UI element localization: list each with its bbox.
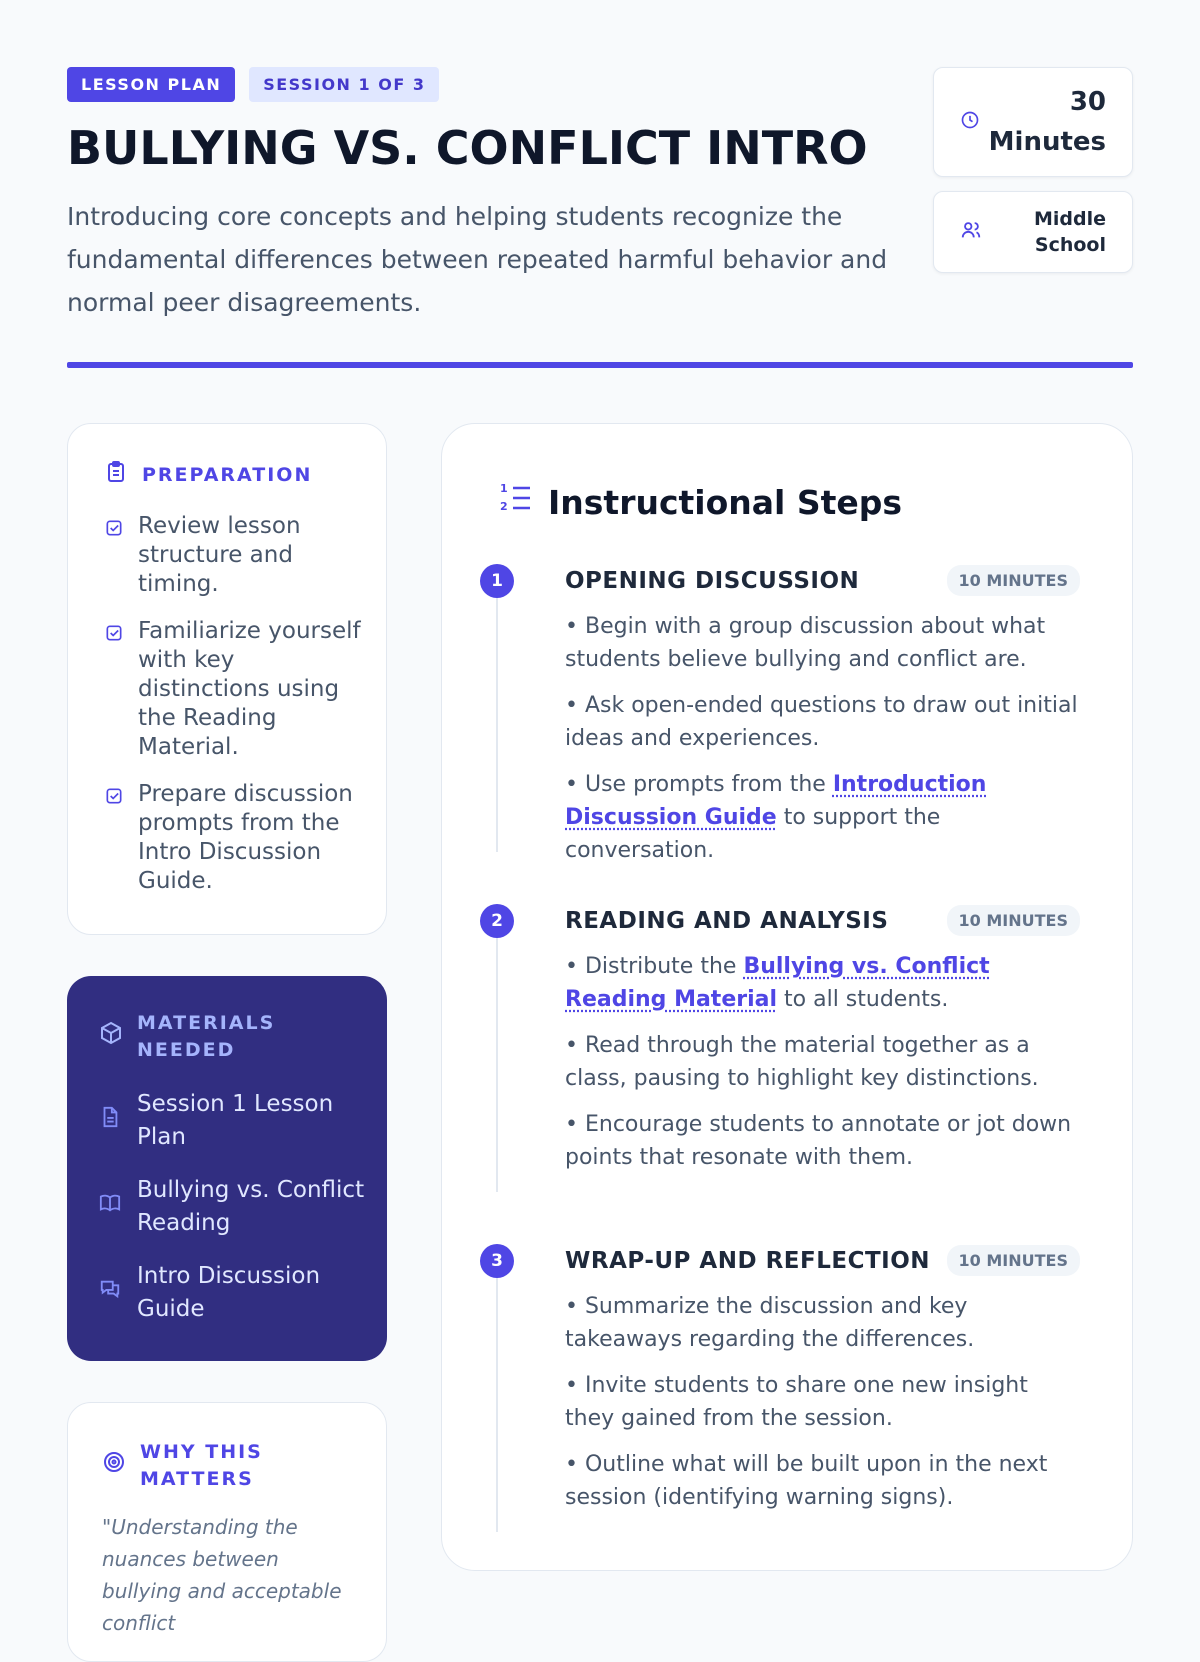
- numbered-list-icon: [498, 480, 534, 524]
- list-item: • Outline what will be built upon in the next session (identifying warning signs).: [565, 1452, 1048, 1510]
- svg-text:2: 2: [500, 500, 508, 513]
- step-reading-and-analysis: [480, 904, 1080, 1194]
- list-item: [104, 617, 364, 762]
- preparation-item-text: Prepare discussion prompts from the Intro Discussion Guide.: [138, 781, 353, 894]
- bullet-text: to support the conversation.: [565, 805, 941, 863]
- grade-level-value: [982, 206, 1106, 258]
- grade-level-card: [933, 191, 1133, 273]
- materials-heading-label: [137, 1010, 275, 1064]
- svg-text:1: 1: [500, 482, 508, 495]
- step-header: [565, 1245, 1080, 1276]
- preparation-heading: [104, 460, 312, 489]
- bullet-text: to all students.: [777, 987, 949, 1012]
- instructional-steps-card: [441, 423, 1133, 1571]
- materials-heading-line1: MATERIALS: [137, 1012, 276, 1034]
- duration-unit: Minutes: [988, 127, 1106, 157]
- materials-heading-line2: NEEDED: [137, 1039, 236, 1061]
- list-item: • Encourage students to annotate or jot down points that resonate with them.: [565, 1112, 1072, 1170]
- material-item-label: Intro Discussion Guide: [137, 1263, 321, 1322]
- clipboard-icon: [104, 460, 128, 489]
- step-opening-discussion: [480, 564, 1080, 863]
- why-quote: "Understanding the nuances between bullying and acceptable conflict: [102, 1515, 342, 1635]
- preparation-item-text: Familiarize yourself with key distinctions using the Reading Material.: [138, 618, 361, 760]
- list-item: • Invite students to share one new insight they gained from the session.: [565, 1373, 1028, 1431]
- introduction-discussion-guide-link[interactable]: Introduction Discussion Guide: [565, 772, 987, 830]
- page-title: BULLYING VS. CONFLICT INTRO: [67, 121, 868, 175]
- book-icon: [99, 1191, 121, 1224]
- list-item: • Read through the material together as a class, pausing to highlight key distinctions.: [565, 1033, 1039, 1091]
- material-item-label: Bullying vs. Conflict Reading: [137, 1177, 365, 1236]
- step-duration-badge: 10 MINUTES: [947, 905, 1080, 936]
- list-item: [104, 512, 364, 599]
- step-header: [565, 905, 1080, 936]
- list-item: [104, 780, 364, 896]
- step-timeline-line: [496, 1276, 498, 1532]
- materials-heading: [99, 1010, 275, 1064]
- step-bullets: [565, 610, 1080, 880]
- materials-list: [99, 1088, 369, 1346]
- chat-icon: [99, 1277, 121, 1310]
- reading-material-link[interactable]: Bullying vs. Conflict Reading Material: [565, 954, 990, 1012]
- list-item: [565, 768, 1080, 867]
- step-header: [565, 565, 1080, 596]
- list-item: • Summarize the discussion and key takeaways regarding the differences.: [565, 1294, 975, 1352]
- lesson-plan-badge: LESSON PLAN: [67, 67, 235, 102]
- steps-title: Instructional Steps: [548, 482, 903, 522]
- step-number: 3: [480, 1244, 514, 1278]
- lesson-header: [67, 67, 1133, 317]
- material-item-label: Session 1 Lesson Plan: [137, 1091, 334, 1150]
- step-duration-badge: 10 MINUTES: [947, 1245, 1080, 1276]
- step-bullets: [565, 950, 1080, 1187]
- materials-card: [67, 976, 387, 1361]
- preparation-item-text: Review lesson structure and timing.: [138, 513, 301, 597]
- checkbox-icon: [104, 785, 124, 896]
- step-number: 2: [480, 904, 514, 938]
- why-heading-label: [140, 1439, 263, 1493]
- step-bullets: [565, 1290, 1080, 1527]
- step-name: READING AND ANALYSIS: [565, 907, 889, 934]
- duration-card: [933, 67, 1133, 177]
- steps-heading: [498, 480, 902, 524]
- document-icon: [99, 1105, 121, 1138]
- grade-level-line2: School: [1034, 234, 1106, 256]
- duration-number: 30: [1069, 87, 1106, 117]
- list-item: [99, 1174, 369, 1240]
- header-divider: [67, 362, 1133, 368]
- package-icon: [99, 1021, 123, 1053]
- preparation-heading-label: PREPARATION: [142, 463, 313, 486]
- duration-value: [980, 82, 1106, 162]
- list-item: [565, 950, 1080, 1016]
- clock-icon: [960, 110, 980, 135]
- step-duration-badge: 10 MINUTES: [947, 565, 1080, 596]
- list-item: [99, 1260, 369, 1326]
- why-this-matters-card: [67, 1402, 387, 1662]
- target-icon: [102, 1450, 126, 1482]
- step-wrap-up-and-reflection: [480, 1244, 1080, 1534]
- session-badge: SESSION 1 OF 3: [249, 67, 439, 102]
- step-timeline-line: [496, 936, 498, 1192]
- bullet-text: • Distribute the: [565, 954, 744, 979]
- page-subtitle: Introducing core concepts and helping students recognize the fundamental differences between repeated harmful behavior and normal peer disagreements.: [67, 202, 888, 317]
- grade-level-line1: Middle: [1033, 208, 1106, 230]
- step-timeline-line: [496, 596, 498, 852]
- list-item: [99, 1088, 369, 1154]
- checkbox-icon: [104, 517, 124, 599]
- why-heading-line1: WHY THIS: [140, 1441, 263, 1463]
- list-item: • Ask open-ended questions to draw out initial ideas and experiences.: [565, 693, 1078, 751]
- step-number: 1: [480, 564, 514, 598]
- preparation-list: [104, 512, 364, 914]
- preparation-card: [67, 423, 387, 935]
- why-heading-line2: MATTERS: [140, 1468, 254, 1490]
- users-icon: [960, 219, 982, 246]
- why-heading: [102, 1439, 263, 1493]
- checkbox-icon: [104, 622, 124, 762]
- bullet-text: • Use prompts from the: [565, 772, 833, 797]
- step-name: WRAP-UP AND REFLECTION: [565, 1247, 930, 1274]
- step-name: OPENING DISCUSSION: [565, 567, 860, 594]
- list-item: • Begin with a group discussion about what students believe bullying and conflict are.: [565, 614, 1046, 672]
